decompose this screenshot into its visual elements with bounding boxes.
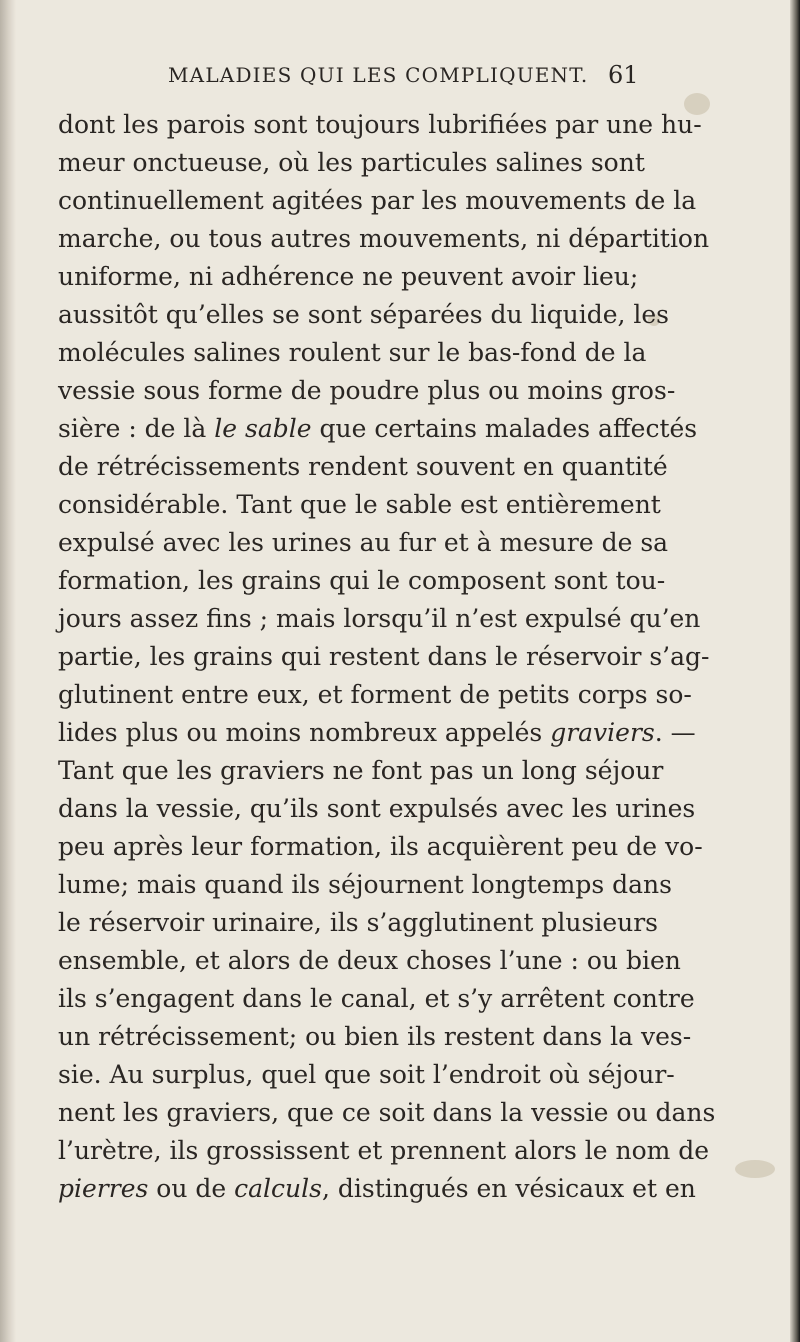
text-line bbox=[58, 904, 658, 942]
text-line bbox=[58, 562, 666, 600]
text-line bbox=[58, 258, 639, 296]
paper-stain bbox=[735, 1160, 775, 1178]
text-line bbox=[58, 486, 661, 524]
text-line bbox=[58, 106, 702, 144]
text-segment: que certains malades affectés bbox=[311, 414, 698, 443]
text-line bbox=[58, 638, 710, 676]
text-segment: peu après leur formation, ils acquièrent peu de vo- bbox=[58, 832, 703, 861]
text-segment: partie, les grains qui restent dans le réservoir s’ag- bbox=[58, 642, 710, 671]
text-line bbox=[58, 714, 696, 752]
text-line bbox=[58, 942, 681, 980]
text-line bbox=[58, 296, 670, 334]
italic-text-segment: graviers bbox=[550, 718, 655, 747]
text-line bbox=[58, 334, 647, 372]
text-segment: molécules salines roulent sur le bas-fond de la bbox=[58, 338, 647, 367]
text-line bbox=[58, 600, 701, 638]
italic-text-segment: pierres bbox=[58, 1174, 149, 1203]
text-line bbox=[58, 410, 698, 448]
text-line bbox=[58, 182, 697, 220]
text-segment: sie. Au surplus, quel que soit l’endroit où séjour- bbox=[58, 1060, 675, 1089]
italic-text-segment: calculs bbox=[234, 1174, 322, 1203]
text-line bbox=[58, 372, 676, 410]
text-line bbox=[58, 828, 703, 866]
text-segment: aussitôt qu’elles se sont séparées du liquide, les bbox=[58, 300, 670, 329]
page-number: 61 bbox=[608, 61, 639, 89]
text-segment: Tant que les graviers ne font pas un long séjour bbox=[58, 756, 664, 785]
text-segment: sière : de là bbox=[58, 414, 215, 443]
text-line bbox=[58, 524, 669, 562]
text-segment: . — bbox=[654, 718, 696, 747]
text-segment: de rétrécissements rendent souvent en quantité bbox=[58, 452, 668, 481]
text-segment: ou de bbox=[148, 1174, 235, 1203]
text-line bbox=[58, 1056, 675, 1094]
right-page-edge-shadow bbox=[790, 0, 800, 1342]
text-line bbox=[58, 752, 664, 790]
text-line bbox=[58, 220, 710, 258]
page-header bbox=[0, 63, 800, 91]
text-segment: marche, ou tous autres mouvements, ni départition bbox=[58, 224, 710, 253]
text-segment: meur onctueuse, où les particules salines sont bbox=[58, 148, 645, 177]
text-line bbox=[58, 448, 668, 486]
text-segment: un rétrécissement; ou bien ils restent dans la ves- bbox=[58, 1022, 692, 1051]
text-segment: continuellement agitées par les mouvements de la bbox=[58, 186, 697, 215]
text-segment: dont les parois sont toujours lubrifiées par une hu- bbox=[58, 110, 702, 139]
text-segment: ensemble, et alors de deux choses l’une : ou bien bbox=[58, 946, 681, 975]
text-segment: expulsé avec les urines au fur et à mesure de sa bbox=[58, 528, 669, 557]
text-segment: formation, les grains qui le composent sont tou- bbox=[58, 566, 666, 595]
left-binding-shadow bbox=[0, 0, 16, 1342]
text-line bbox=[58, 790, 696, 828]
text-segment: vessie sous forme de poudre plus ou moins gros- bbox=[58, 376, 676, 405]
text-segment: jours assez fins ; mais lorsqu’il n’est expulsé qu’en bbox=[58, 604, 701, 633]
text-line bbox=[58, 1094, 716, 1132]
text-line bbox=[58, 1018, 692, 1056]
text-segment: , distingués en vésicaux et en bbox=[321, 1174, 696, 1203]
text-segment: nent les graviers, que ce soit dans la vessie ou dans bbox=[58, 1098, 716, 1127]
text-line bbox=[58, 866, 672, 904]
text-segment: dans la vessie, qu’ils sont expulsés avec les urines bbox=[58, 794, 696, 823]
text-segment: lume; mais quand ils séjournent longtemps dans bbox=[58, 870, 672, 899]
text-segment: le réservoir urinaire, ils s’agglutinent plusieurs bbox=[58, 908, 658, 937]
text-line bbox=[58, 1170, 696, 1208]
text-line bbox=[58, 1132, 710, 1170]
text-line bbox=[58, 144, 645, 182]
italic-text-segment: le sable bbox=[214, 414, 312, 443]
text-segment: lides plus ou moins nombreux appelés bbox=[58, 718, 551, 747]
text-segment: uniforme, ni adhérence ne peuvent avoir lieu; bbox=[58, 262, 639, 291]
text-segment: ils s’engagent dans le canal, et s’y arrêtent contre bbox=[58, 984, 695, 1013]
text-segment: l’urètre, ils grossissent et prennent alors le nom de bbox=[58, 1136, 710, 1165]
text-line bbox=[58, 980, 695, 1018]
text-segment: considérable. Tant que le sable est entièrement bbox=[58, 490, 661, 519]
text-line bbox=[58, 676, 692, 714]
running-title: MALADIES QUI LES COMPLIQUENT. bbox=[168, 63, 589, 87]
text-segment: glutinent entre eux, et forment de petits corps so- bbox=[58, 680, 692, 709]
